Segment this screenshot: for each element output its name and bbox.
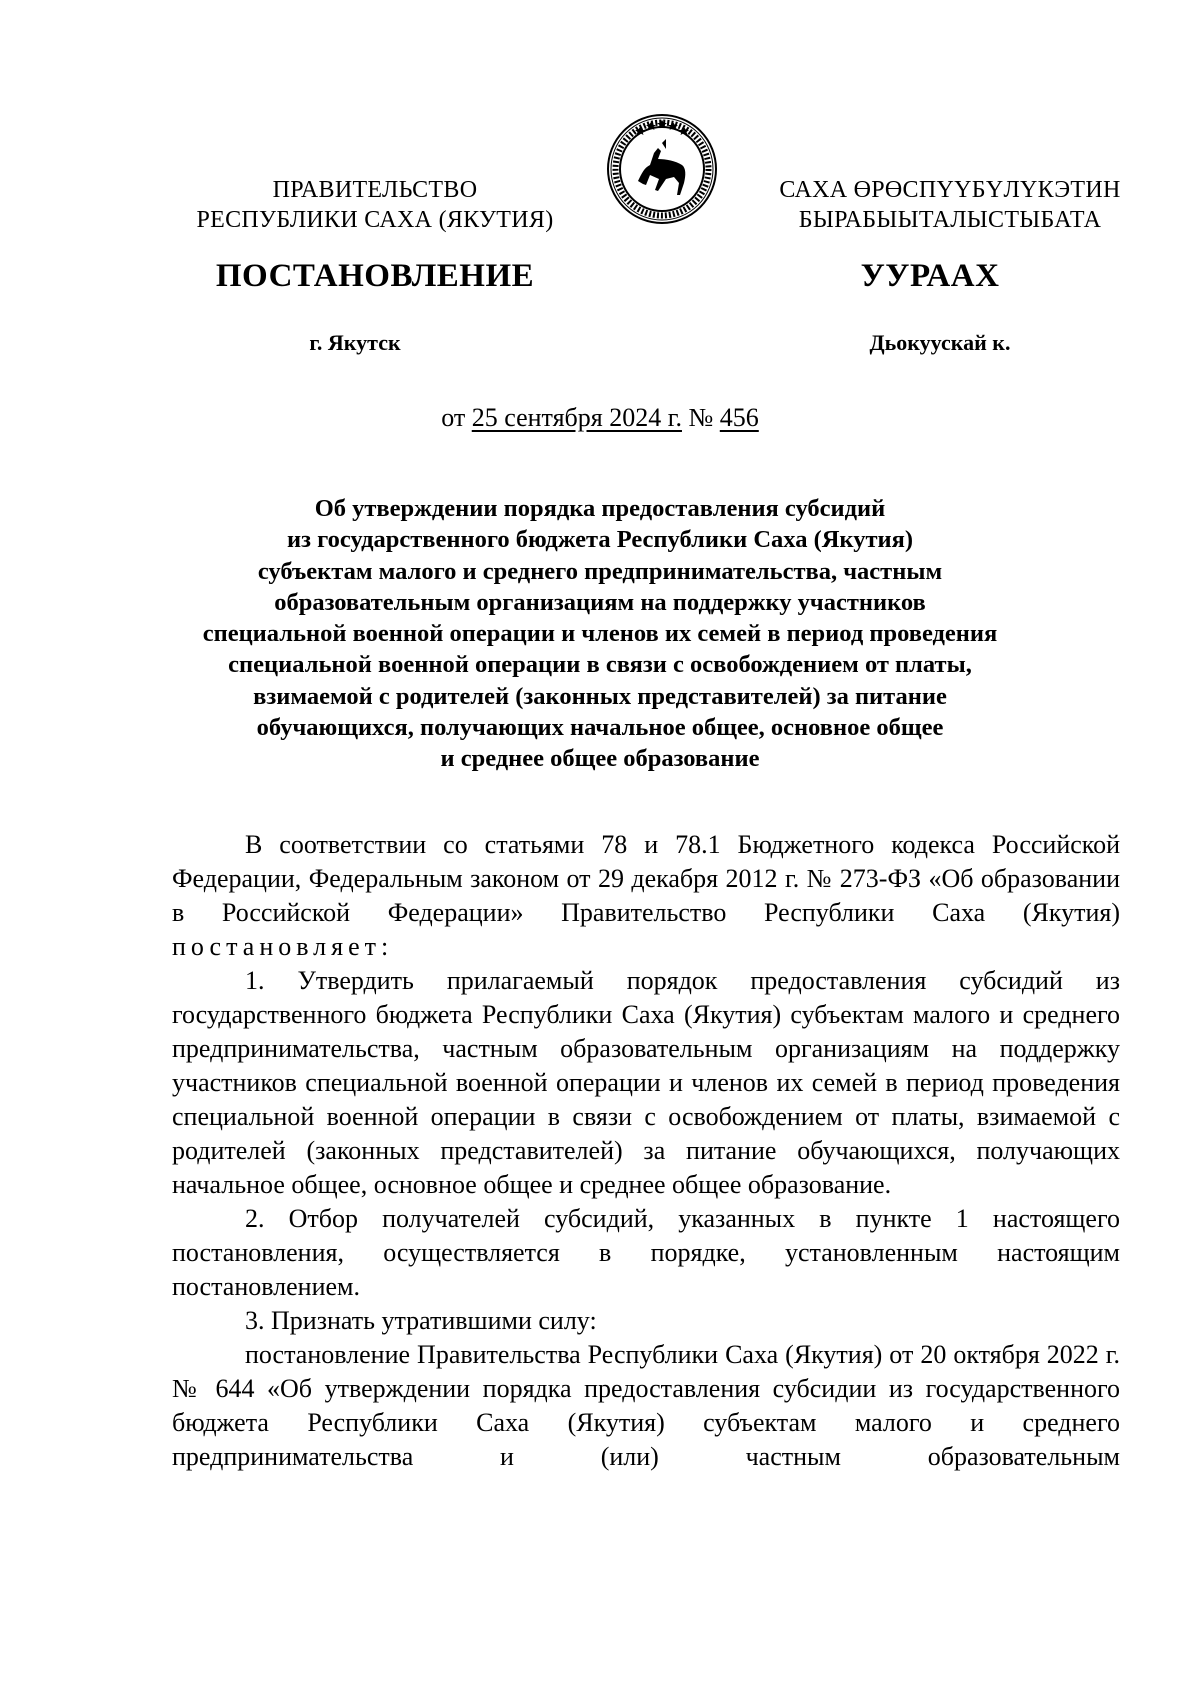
title-line: специальной военной операции в связи с освобождением от платы,	[228, 651, 972, 679]
city-sakha: Дьокуускай к.	[869, 330, 1011, 355]
document-date: 25 сентября 2024 г.	[471, 403, 682, 432]
government-name-sakha-line1: САХА ӨРӨСПҮҮБҮЛҮКЭТИН	[779, 177, 1121, 203]
doc-type-sakha: УУРААХ	[860, 258, 1000, 294]
government-name-ru	[165, 175, 585, 235]
decree-word: постановляет:	[172, 932, 394, 961]
title-line: взимаемой с родителей (законных представителей) за питание	[253, 682, 947, 710]
government-name-ru-line1: ПРАВИТЕЛЬСТВО	[272, 177, 478, 203]
government-name-sakha	[740, 175, 1160, 235]
doc-type-ru: ПОСТАНОВЛЕНИЕ	[215, 258, 535, 294]
title-line: и среднее общее образование	[440, 745, 760, 773]
document-body	[172, 828, 1120, 1474]
item-2-paragraph: 2. Отбор получателей субсидий, указанных в пункте 1 настоящего постановления, осуществляется в порядке, установленным настоящим постановлением.	[172, 1204, 1120, 1301]
date-prefix: от	[441, 403, 466, 432]
item-1-paragraph: 1. Утвердить прилагаемый порядок предоставления субсидий из государственного бюджета Республики Саха (Якутия) субъектам малого и среднего предпринимательства, частным образовательным организациям на поддержку участников специальной военной операции и членов их семей в период проведения специальной военной операции в связи с освобождением от платы, взимаемой с родителей (законных представителей) за питание обучающихся, получающих начальное общее, основное общее и среднее общее образование.	[172, 966, 1120, 1199]
preamble-paragraph	[172, 828, 1120, 964]
title-line: специальной военной операции и членов их семей в период проведения	[202, 620, 998, 648]
title-line: обучающихся, получающих начальное общее, основное общее	[256, 714, 944, 742]
title-line: Об утверждении порядка предоставления субсидий	[314, 495, 886, 522]
document-title	[150, 493, 1050, 775]
preamble-text: В соответствии со статьями 78 и 78.1 Бюджетного кодекса Российской Федерации, Федеральным законом от 29 декабря 2012 г. № 273-ФЗ «Об образовании в Российской Федерации» Правительство Республики Саха (Якутия)	[172, 830, 1120, 927]
item-3-sub-paragraph: постановление Правительства Республики Саха (Якутия) от 20 октября 2022 г. № 644 «Об утверждении порядка предоставления субсидии из государственного бюджета Республики Саха (Якутия) субъектам малого и среднего предпринимательства и (или) частным образовательным	[172, 1340, 1120, 1471]
government-name-sakha-line2: БЫРАБЫЫТАЛЫСТЫБАТА	[798, 207, 1102, 233]
title-line: из государственного бюджета Республики Саха (Якутия)	[286, 526, 914, 554]
title-line: образовательным организациям на поддержку участников	[274, 588, 926, 616]
government-name-ru-line2: РЕСПУБЛИКИ САХА (ЯКУТИЯ)	[196, 207, 554, 233]
title-line: субъектам малого и среднего предпринимательства, частным	[257, 557, 943, 585]
document-number: 456	[719, 403, 759, 432]
item-3-paragraph: 3. Признать утратившими силу:	[245, 1306, 597, 1335]
document-date-number	[0, 403, 1200, 433]
city-ru: г. Якутск	[309, 330, 401, 355]
number-sign: №	[688, 403, 714, 432]
republic-sakha-coat-of-arms-icon	[606, 113, 718, 225]
